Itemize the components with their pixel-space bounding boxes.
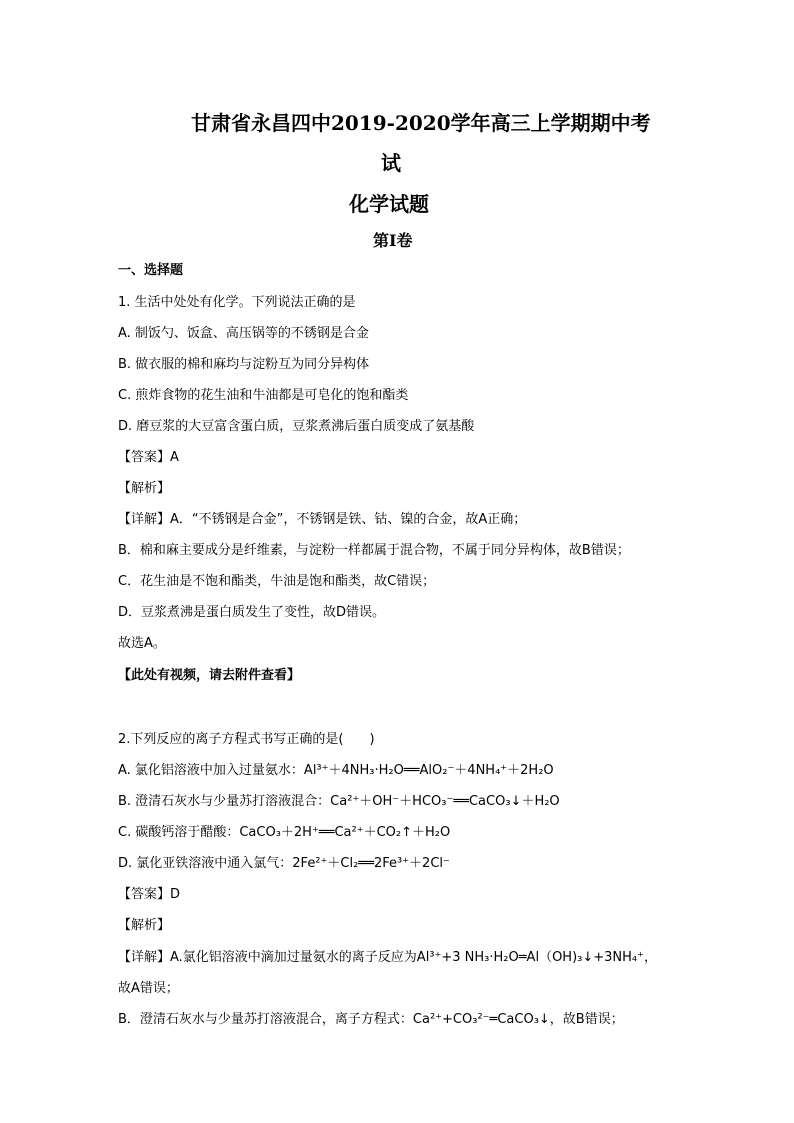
title-line1: 甘肃省永昌四中2019-2020学年高三上学期期中考	[191, 111, 651, 135]
volume-title: 第I卷	[373, 231, 413, 250]
q1-stem: 1. 生活中处处有化学。下列说法正确的是	[118, 295, 356, 310]
q1-analysis-label: 【解析】	[118, 481, 171, 496]
q1-detail: 【详解】A．“不锈钢是合金”，不锈钢是铁、钴、镍的合金，故A正确；	[118, 512, 527, 527]
q1-answer: 【答案】A	[118, 450, 179, 465]
q2-option-c: C. 碳酸钙溶于醋酸：CaCO₃＋2H⁺══Ca²⁺＋CO₂↑＋H₂O	[118, 825, 451, 840]
q1-explain-b: B．棉和麻主要成分是纤维素，与淀粉一样都属于混合物，不属于同分异构体，故B错误；	[118, 543, 630, 558]
q2-explain-b: B．澄清石灰水与少量苏打溶液混合，离子方程式：Ca²⁺+CO₃²⁻═CaCO₃↓，故B错误；	[118, 1012, 624, 1027]
section-heading: 一、选择题	[118, 263, 184, 278]
title-line2: 试	[381, 151, 401, 175]
q2-stem: 2.下列反应的离子方程式书写正确的是( )	[118, 732, 375, 747]
q1-option-d: D. 磨豆浆的大豆富含蛋白质，豆浆煮沸后蛋白质变成了氨基酸	[118, 419, 475, 434]
subject-title: 化学试题	[349, 192, 429, 216]
q2-option-b: B. 澄清石灰水与少量苏打溶液混合：Ca²⁺＋OH⁻＋HCO₃⁻══CaCO₃↓＋H₂O	[118, 794, 560, 809]
q2-detail: 【详解】A.氯化铝溶液中滴加过量氨水的离子反应为Al³⁺+3 NH₃·H₂O═Al（OH)₃↓+3NH₄⁺，	[118, 950, 657, 965]
q1-explain-c: C．花生油是不饱和酯类，牛油是饱和酯类，故C错误；	[118, 574, 436, 589]
q1-explain-d: D．豆浆煮沸是蛋白质发生了变性，故D错误。	[118, 605, 386, 620]
q1-choose: 故选A。	[118, 636, 166, 651]
q1-video-note: 【此处有视频，请去附件查看】	[118, 668, 301, 683]
q2-detail-cont: 故A错误；	[118, 981, 179, 996]
q2-analysis-label: 【解析】	[118, 918, 171, 933]
q1-option-b: B. 做衣服的棉和麻均与淀粉互为同分异构体	[118, 357, 370, 372]
q2-option-a: A. 氯化铝溶液中加入过量氨水：Al³⁺＋4NH₃·H₂O══AlO₂⁻＋4NH₄⁺＋2H₂O	[118, 763, 554, 778]
q1-option-a: A. 制饭勺、饭盒、高压锅等的不锈钢是合金	[118, 326, 369, 341]
q2-answer: 【答案】D	[118, 887, 181, 902]
q2-option-d: D. 氯化亚铁溶液中通入氯气：2Fe²⁺＋Cl₂══2Fe³⁺＋2Cl⁻	[118, 856, 450, 871]
q1-option-c: C. 煎炸食物的花生油和牛油都是可皂化的饱和酯类	[118, 388, 409, 403]
